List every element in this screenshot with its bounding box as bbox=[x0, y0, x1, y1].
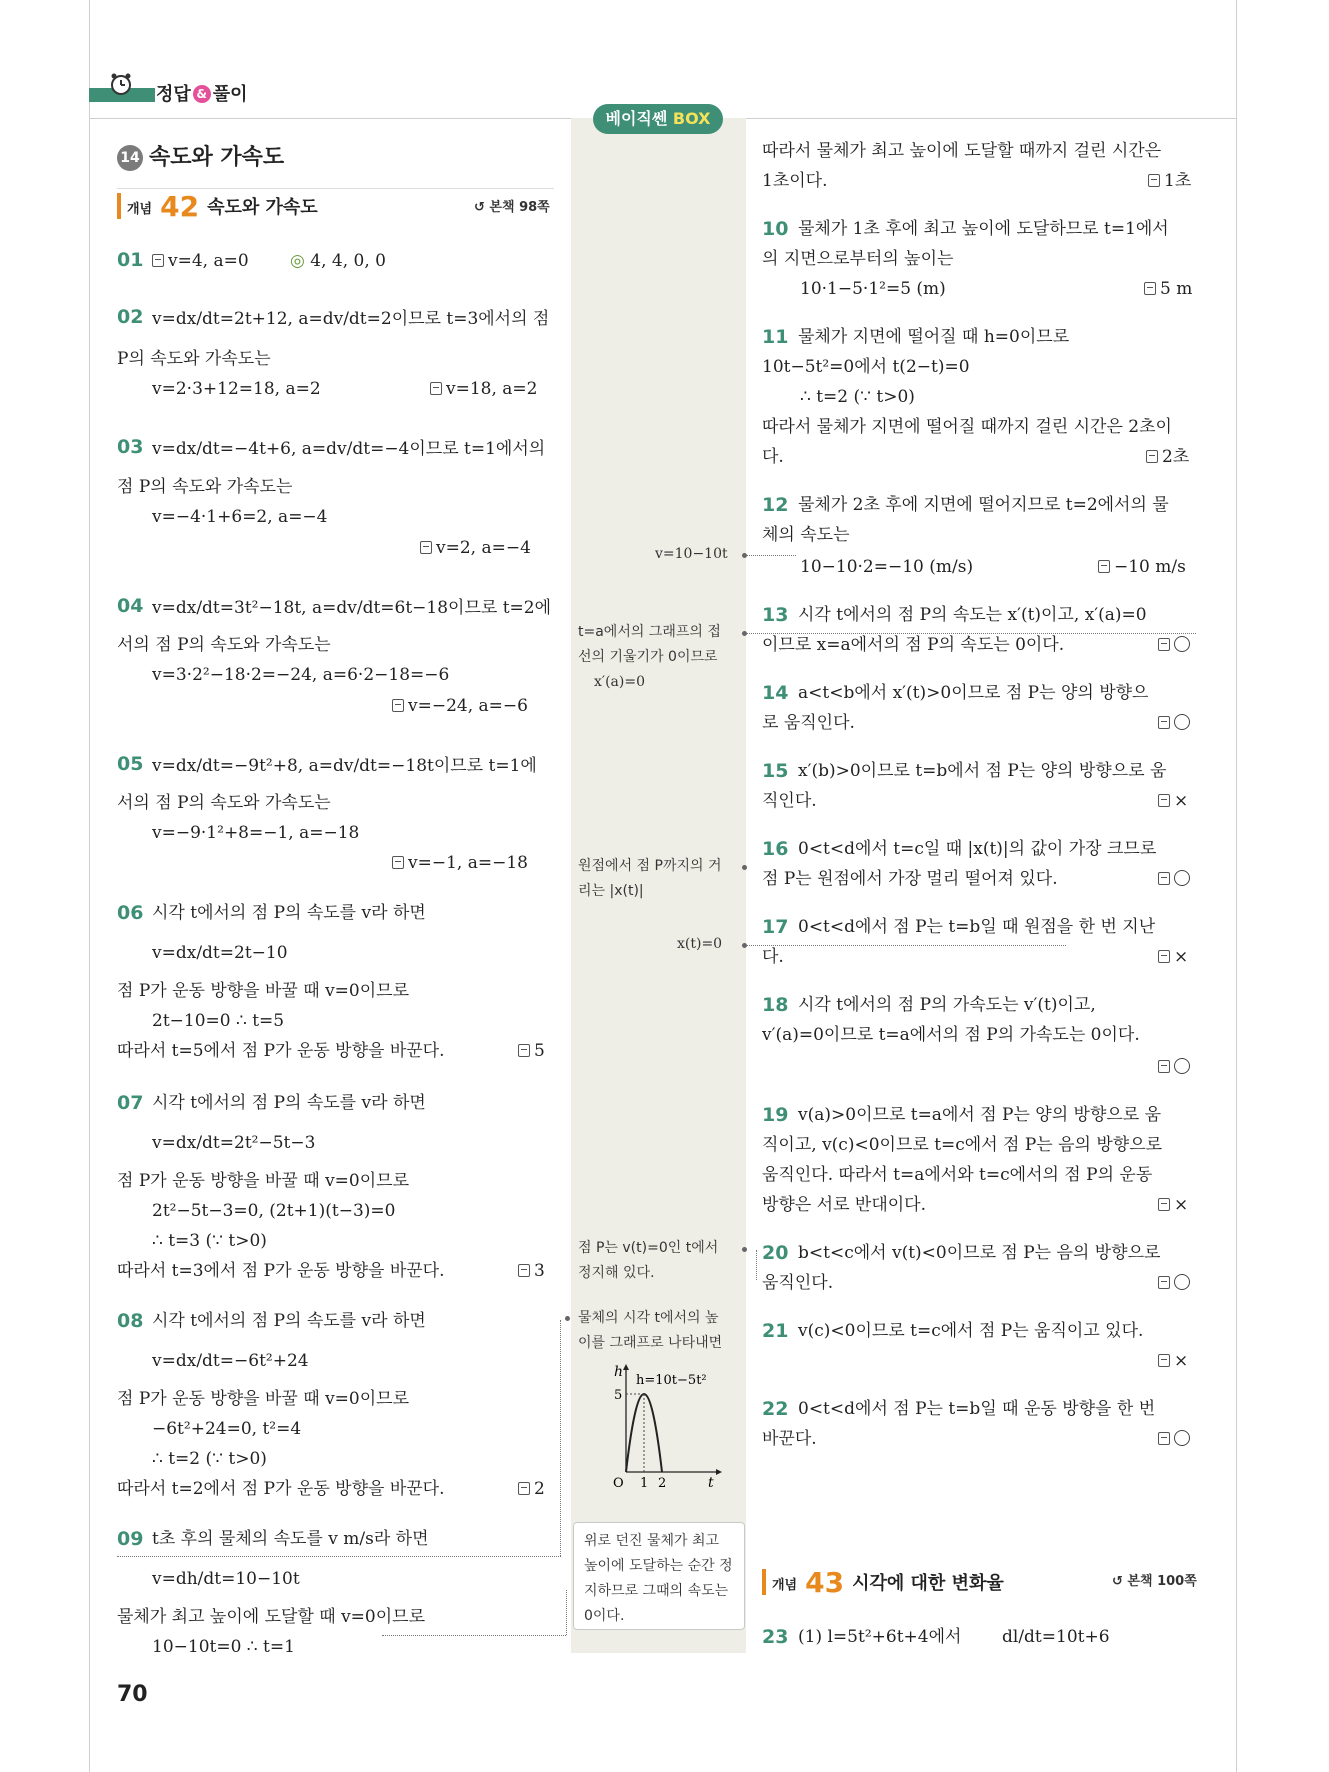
answer-icon bbox=[1148, 174, 1160, 187]
answer-icon bbox=[1158, 716, 1170, 729]
problem-number: 18 bbox=[762, 994, 789, 1016]
answer-icon bbox=[1158, 1276, 1170, 1289]
sidebar-note: 이를 그래프로 나타내면 bbox=[578, 1335, 723, 1351]
solution-line: 따라서 t=2에서 점 P가 운동 방향을 바꾼다. bbox=[117, 1479, 445, 1499]
solution-line: v′(a)=0이므로 t=a에서의 점 P의 가속도는 0이다. bbox=[762, 1025, 1140, 1045]
note-line: 지하므로 그때의 속도는 bbox=[584, 1583, 729, 1599]
circle-mark-icon bbox=[1174, 870, 1190, 886]
sidebar-note: 점 P는 v(t)=0인 t에서 bbox=[578, 1240, 719, 1256]
solution-line: 시각 t에서의 점 P의 속도를 v라 하면 bbox=[152, 1093, 426, 1113]
answer-icon bbox=[518, 1044, 530, 1057]
answer-text: 1초 bbox=[1148, 166, 1191, 196]
answer-text: × bbox=[1158, 786, 1188, 816]
connector-line bbox=[756, 1250, 757, 1280]
answer-text bbox=[1158, 864, 1190, 894]
problem-number: 04 bbox=[117, 595, 144, 617]
solution-line: ∴ t=2 (∵ t>0) bbox=[152, 1449, 267, 1469]
solution-line: 의 지면으로부터의 높이는 bbox=[762, 249, 954, 269]
answer-text: × bbox=[1158, 1346, 1188, 1376]
answer-icon bbox=[518, 1264, 530, 1277]
solution-line: v=dx/dt=−4t+6, a=dv/dt=−4이므로 t=1에서의 bbox=[152, 439, 546, 459]
solution-line: v=dh/dt=10−10t bbox=[152, 1569, 300, 1589]
header-title: 정답 & 풀이 bbox=[156, 84, 248, 105]
concept-42-page-ref: ↺ 본책 98쪽 bbox=[474, 200, 550, 215]
sidebar-note: 원점에서 점 P까지의 거 bbox=[578, 858, 722, 874]
solution-line: b<t<c에서 v(t)<0이므로 점 P는 음의 방향으로 bbox=[798, 1243, 1161, 1263]
concept-43-page-ref: ↺ 본책 100쪽 bbox=[1112, 1574, 1197, 1589]
solution-line: ∴ t=3 (∵ t>0) bbox=[152, 1231, 267, 1251]
solution-line: 이므로 x=a에서의 점 P의 속도는 0이다. bbox=[762, 635, 1065, 655]
problem-number: 06 bbox=[117, 902, 144, 924]
solution-line: v=dx/dt=3t²−18t, a=dv/dt=6t−18이므로 t=2에 bbox=[152, 598, 552, 618]
solution-line: 물체가 1초 후에 최고 높이에 도달하므로 t=1에서 bbox=[798, 219, 1169, 239]
answer-text: × bbox=[1158, 942, 1188, 972]
solution-line: v=−9·1²+8=−1, a=−18 bbox=[152, 823, 360, 843]
answer-icon bbox=[1158, 638, 1170, 651]
connector-line bbox=[117, 1556, 561, 1557]
solution-line: 10t−5t²=0에서 t(2−t)=0 bbox=[762, 357, 970, 377]
answer-icon bbox=[1158, 1060, 1170, 1073]
target-icon: ◎ bbox=[290, 251, 305, 271]
problem-number: 16 bbox=[762, 838, 789, 860]
answer-text: 2초 bbox=[1146, 442, 1189, 472]
problem-number: 05 bbox=[117, 753, 144, 775]
connector-dot bbox=[742, 865, 747, 870]
solution-line: 시각 t에서의 점 P의 가속도는 v′(t)이고, bbox=[798, 995, 1096, 1015]
circle-mark-icon bbox=[1174, 1430, 1190, 1446]
problem-number: 17 bbox=[762, 916, 789, 938]
problem-number: 21 bbox=[762, 1320, 789, 1342]
graph-tick-label: 5 bbox=[614, 1388, 623, 1403]
sidebar-note: 정지해 있다. bbox=[578, 1265, 655, 1281]
answer-text: v=−24, a=−6 bbox=[392, 691, 528, 721]
page-number: 70 bbox=[117, 1682, 148, 1707]
target-answer: ◎ 4, 4, 0, 0 bbox=[290, 251, 386, 271]
solution-line: 0<t<d에서 점 P는 t=b일 때 원점을 한 번 지난 bbox=[798, 917, 1156, 937]
answer-text: 5 bbox=[518, 1036, 545, 1066]
note-line: 높이에 도달하는 순간 정 bbox=[584, 1558, 733, 1574]
solution-line: 1초이다. bbox=[762, 171, 828, 191]
sidebar-note: x(t)=0 bbox=[677, 936, 723, 952]
problem-number: 14 bbox=[762, 682, 789, 704]
solution-line: 따라서 t=3에서 점 P가 운동 방향을 바꾼다. bbox=[117, 1261, 445, 1281]
solution-line: v=dx/dt=2t²−5t−3 bbox=[152, 1133, 316, 1153]
answer-icon bbox=[1158, 872, 1170, 885]
concept-42-heading: 개념 42 속도와 가속도 bbox=[117, 190, 318, 223]
solution-line: 점 P의 속도와 가속도는 bbox=[117, 477, 293, 497]
height-graph bbox=[590, 1360, 730, 1490]
graph-tick-label: 2 bbox=[658, 1476, 667, 1490]
solution-line: ∴ t=2 (∵ t>0) bbox=[800, 387, 915, 407]
solution-line: 10·1−5·1²=5 (m) bbox=[800, 279, 946, 299]
problem-number: 02 bbox=[117, 306, 144, 328]
connector-line bbox=[382, 1635, 566, 1636]
answer-icon bbox=[392, 856, 404, 869]
solution-line: 시각 t에서의 점 P의 속도는 x′(t)이고, x′(a)=0 bbox=[798, 605, 1147, 625]
section-underline bbox=[117, 188, 554, 189]
answer-text: v=4, a=0 bbox=[152, 246, 249, 276]
solution-line: 10−10t=0 ∴ t=1 bbox=[152, 1637, 295, 1657]
answer-icon bbox=[430, 382, 442, 395]
page-border-left bbox=[89, 0, 90, 1772]
connector-line bbox=[560, 1320, 561, 1556]
problem-number: 20 bbox=[762, 1242, 789, 1264]
answer-icon bbox=[420, 541, 432, 554]
problem-number: 22 bbox=[762, 1398, 789, 1420]
solution-line: 0<t<d에서 t=c일 때 |x(t)|의 값이 가장 크므로 bbox=[798, 839, 1157, 859]
solution-line: 직이고, v(c)<0이므로 t=c에서 점 P는 음의 방향으로 bbox=[762, 1135, 1163, 1155]
answer-text: 5 m bbox=[1144, 274, 1192, 304]
problem-number: 15 bbox=[762, 760, 789, 782]
solution-line: t초 후의 물체의 속도를 v m/s라 하면 bbox=[152, 1529, 429, 1549]
circle-mark-icon bbox=[1174, 1058, 1190, 1074]
answer-text bbox=[1158, 1424, 1190, 1454]
solution-line: 따라서 물체가 지면에 떨어질 때까지 걸린 시간은 2초이 bbox=[762, 417, 1172, 437]
problem-number: 19 bbox=[762, 1104, 789, 1126]
solution-line: 0<t<d에서 점 P는 t=b일 때 운동 방향을 한 번 bbox=[798, 1399, 1156, 1419]
solution-line: 움직인다. 따라서 t=a에서와 t=c에서의 점 P의 운동 bbox=[762, 1165, 1153, 1185]
sidebar-note: 선의 기울기가 0이므로 bbox=[578, 649, 718, 665]
note-line: 위로 던진 물체가 최고 bbox=[584, 1533, 720, 1549]
sidebar-note-box bbox=[573, 1522, 745, 1630]
answer-icon bbox=[1158, 1198, 1170, 1211]
circle-mark-icon bbox=[1174, 714, 1190, 730]
graph-origin-label: O bbox=[613, 1476, 624, 1490]
sidebar-note: 리는 |x(t)| bbox=[578, 883, 644, 899]
sidebar-note: t=a에서의 그래프의 접 bbox=[578, 624, 721, 640]
problem-number: 10 bbox=[762, 218, 789, 240]
solution-line: 10−10·2=−10 (m/s) bbox=[800, 557, 974, 577]
answer-text bbox=[1158, 708, 1190, 738]
solution-line: P의 속도와 가속도는 bbox=[117, 349, 271, 369]
basic-box-label: 베이직쎈 BOX bbox=[593, 104, 723, 134]
page-border-right bbox=[1236, 0, 1237, 1772]
solution-line: 2t²−5t−3=0, (2t+1)(t−3)=0 bbox=[152, 1201, 396, 1221]
solution-line: 2t−10=0 ∴ t=5 bbox=[152, 1011, 285, 1031]
answer-icon bbox=[152, 254, 164, 267]
solution-line: 물체가 지면에 떨어질 때 h=0이므로 bbox=[798, 327, 1070, 347]
solution-line: v=dx/dt=2t−10 bbox=[152, 943, 288, 963]
solution-line: 시각 t에서의 점 P의 속도를 v라 하면 bbox=[152, 1311, 426, 1331]
solution-line: 점 P는 원점에서 가장 멀리 떨어져 있다. bbox=[762, 869, 1058, 889]
graph-tick-label: 1 bbox=[640, 1476, 649, 1490]
solution-line: 다. bbox=[762, 947, 784, 967]
solution-line: v=dx/dt=2t+12, a=dv/dt=2이므로 t=3에서의 점 bbox=[152, 309, 550, 329]
solution-line: 따라서 물체가 최고 높이에 도달할 때까지 걸린 시간은 bbox=[762, 141, 1162, 161]
concept-43-heading: 개념 43 시각에 대한 변화율 bbox=[762, 1566, 1004, 1599]
problem-number: 07 bbox=[117, 1092, 144, 1114]
answer-icon bbox=[1098, 560, 1110, 573]
answer-text: v=18, a=2 bbox=[430, 374, 537, 404]
problem-number: 12 bbox=[762, 494, 789, 516]
circle-mark-icon bbox=[1174, 636, 1190, 652]
solution-line: 직인다. bbox=[762, 791, 817, 811]
answer-text bbox=[1158, 630, 1190, 660]
solution-line: 서의 점 P의 속도와 가속도는 bbox=[117, 793, 331, 813]
solution-line: 움직인다. bbox=[762, 1273, 834, 1293]
section-title: 14 속도와 가속도 bbox=[117, 140, 284, 171]
alarm-clock-icon bbox=[109, 72, 133, 96]
connector-dot bbox=[565, 1316, 570, 1321]
solution-line: 바꾼다. bbox=[762, 1429, 817, 1449]
answer-text bbox=[1158, 1052, 1190, 1082]
sidebar-note: 물체의 시각 t에서의 높 bbox=[578, 1310, 719, 1326]
solution-line: 시각 t에서의 점 P의 속도를 v라 하면 bbox=[152, 903, 426, 923]
connector-line bbox=[746, 555, 796, 556]
solution-line: 서의 점 P의 속도와 가속도는 bbox=[117, 635, 331, 655]
solution-line: 로 움직인다. bbox=[762, 713, 855, 733]
problem-number: 11 bbox=[762, 326, 789, 348]
connector-line bbox=[746, 945, 1066, 946]
solution-line: (1) l=5t²+6t+4에서 bbox=[798, 1627, 962, 1647]
problem-number: 08 bbox=[117, 1310, 144, 1332]
graph-x-label: t bbox=[708, 1475, 714, 1490]
problem-number: 03 bbox=[117, 436, 144, 458]
graph-curve-label: h=10t−5t² bbox=[636, 1373, 707, 1388]
graph-y-label: h bbox=[614, 1364, 624, 1380]
solution-line: 점 P가 운동 방향을 바꿀 때 v=0이므로 bbox=[117, 981, 410, 1001]
solution-line: −6t²+24=0, t²=4 bbox=[152, 1419, 302, 1439]
solution-line: v=2·3+12=18, a=2 bbox=[152, 379, 321, 399]
answer-text: × bbox=[1158, 1190, 1188, 1220]
answer-text: 3 bbox=[518, 1256, 545, 1286]
problem-number: 13 bbox=[762, 604, 789, 626]
solution-line: v(c)<0이므로 t=c에서 점 P는 움직이고 있다. bbox=[798, 1321, 1144, 1341]
answer-icon bbox=[1158, 794, 1170, 807]
solution-line: 방향은 서로 반대이다. bbox=[762, 1195, 927, 1215]
answer-icon bbox=[1158, 950, 1170, 963]
answer-icon bbox=[518, 1482, 530, 1495]
solution-line: 점 P가 운동 방향을 바꿀 때 v=0이므로 bbox=[117, 1389, 410, 1409]
solution-line: 점 P가 운동 방향을 바꿀 때 v=0이므로 bbox=[117, 1171, 410, 1191]
solution-line: 물체가 최고 높이에 도달할 때 v=0이므로 bbox=[117, 1607, 426, 1627]
problem-number: 01 bbox=[117, 249, 144, 271]
solution-line: v=3·2²−18·2=−24, a=6·2−18=−6 bbox=[152, 665, 450, 685]
answer-text: −10 m/s bbox=[1098, 552, 1186, 582]
solution-line: 물체가 2초 후에 지면에 떨어지므로 t=2에서의 물 bbox=[798, 495, 1169, 515]
problem-number: 09 bbox=[117, 1528, 144, 1550]
answer-text: v=−1, a=−18 bbox=[392, 848, 528, 878]
solution-line: 체의 속도는 bbox=[762, 525, 850, 545]
sidebar-note: v=10−10t bbox=[655, 546, 728, 562]
solution-line: dl/dt=10t+6 bbox=[1002, 1627, 1110, 1647]
solution-line: v(a)>0이므로 t=a에서 점 P는 양의 방향으로 움 bbox=[798, 1105, 1162, 1125]
answer-text bbox=[1158, 1268, 1190, 1298]
connector-dot bbox=[742, 1247, 747, 1252]
circle-mark-icon bbox=[1174, 1274, 1190, 1290]
answer-icon bbox=[1144, 282, 1156, 295]
solution-line: a<t<b에서 x′(t)>0이므로 점 P는 양의 방향으 bbox=[798, 683, 1149, 703]
solution-line: x′(b)>0이므로 t=b에서 점 P는 양의 방향으로 움 bbox=[798, 761, 1167, 781]
answer-icon bbox=[1146, 450, 1158, 463]
problem-number: 23 bbox=[762, 1626, 789, 1648]
sidebar-note: x′(a)=0 bbox=[594, 674, 645, 690]
answer-icon bbox=[1158, 1432, 1170, 1445]
answer-text: v=2, a=−4 bbox=[420, 533, 531, 563]
answer-icon bbox=[392, 699, 404, 712]
note-line: 0이다. bbox=[584, 1608, 625, 1624]
answer-text: 2 bbox=[518, 1474, 545, 1504]
solution-line: v=dx/dt=−6t²+24 bbox=[152, 1351, 309, 1371]
solution-line: 따라서 t=5에서 점 P가 운동 방향을 바꾼다. bbox=[117, 1041, 445, 1061]
solution-line: v=−4·1+6=2, a=−4 bbox=[152, 507, 328, 527]
answer-icon bbox=[1158, 1354, 1170, 1367]
solution-line: 다. bbox=[762, 447, 784, 467]
solution-line: v=dx/dt=−9t²+8, a=dv/dt=−18t이므로 t=1에 bbox=[152, 756, 537, 776]
connector-line bbox=[566, 1590, 567, 1635]
